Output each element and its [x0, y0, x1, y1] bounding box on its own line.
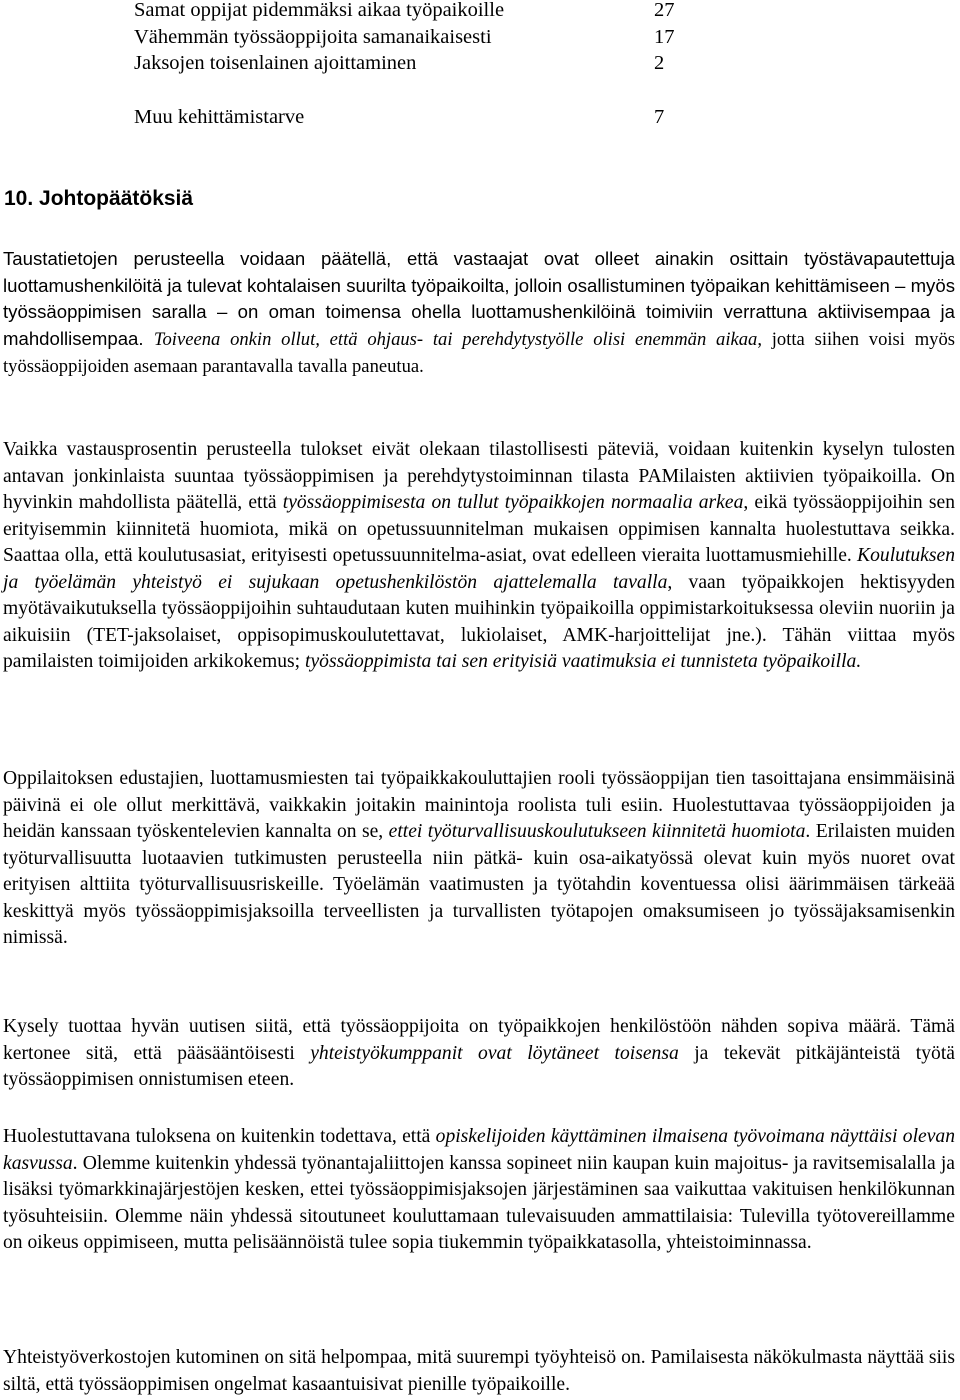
list-item-label: Muu kehittämistarve: [134, 106, 305, 128]
paragraph-emphasis: työssäoppimisesta on tullut työpaikkojen normaalia arkea: [282, 492, 744, 513]
paragraph-text: Huolestuttavana tuloksena on kuitenkin todettava, että: [3, 1126, 436, 1147]
paragraph-4: [3, 1014, 955, 1094]
list-item-label: Jaksojen toisenlainen ajoittaminen: [134, 52, 417, 74]
paragraph-text: . Olemme kuitenkin yhdessä työnantajaliittojen kanssa sopineet niin kaupan kuin majoitus- ja ravitsemisalalla ja lisäksi työmarkkinajärjestöjen kesken, ettei työssäoppimisjaksojen järjestäminen saa vaikuttaa vakituisen henkilökunnan työsuhteisiin. Olemme näin yhdessä sitoutuneet kouluttamaan tulevaisuuden ammattilaisia: Tulevilla työtovereillamme on oikeus oppimiseen, mutta pelisäännöistä tulee sopia tiukemmin työpaikkatasolla, yhteistoiminnassa.: [3, 1152, 955, 1253]
summary-list: [134, 0, 679, 77]
paragraph-text: , jotta siihen voisi myös työssäoppijoiden asemaan parantavalla tavalla paneutua.: [3, 328, 955, 377]
section-heading: 10. Johtopäätöksiä: [4, 187, 194, 210]
other-need-list: [134, 104, 679, 131]
paragraph-emphasis: ettei työturvallisuuskoulutukseen kiinnitetä huomiota: [388, 821, 806, 842]
paragraph-text: Taustatietojen perusteella voidaan päätellä, että vastaajat ovat olleet ainakin osittain työstävapautettuja luottamushenkilöitä ja tulevat kohtalaisen suurilta työpaikoilta, jolloin osallistuminen työpaikan kehittämiseen – myös työssäoppimisen saralla – on oman toimensa ohella luottamushenkilöinä toimiviin verrattuna aktiivisempaa ja mahdollisempaa.: [3, 248, 955, 349]
list-item-label: Vähemmän työssäoppijoita samanaikaisesti: [134, 25, 492, 48]
list-item-value: 27: [654, 0, 675, 21]
paragraph-6: Yhteistyöverkostojen kutominen on sitä helpompaa, mitä suurempi työyhteisö on. Pamilaisesta näkökulmasta näyttää siis siltä, että työssäoppimisen ongelmat kasaantuisivat pienille työpaikoille.: [3, 1347, 955, 1395]
paragraph-text: , eikä työssäoppijoihin sen erityisemmin kiinnitetä huomiota, mikä on opetussuunnitelman mukaisen oppimisen kannalta huolestuttava seikka. Saattaa olla, että koulutusasiat, erityisesti opetussuunnitelma-asiat, ovat edelleen vieraita luottamusmiehille.: [3, 492, 955, 566]
paragraph-text: ja tekevät pitkäjänteistä työtä työssäoppimisen onnistumisen eteen.: [3, 1042, 955, 1090]
list-item-value: 2: [654, 52, 665, 74]
paragraph-text: Vaikka vastausprosentin perusteella tulokset eivät olekaan tilastollisesti päteviä, voidaan kuitenkin kyselyn tulosten antavan jonkinlaista suuntaa työssäoppimisen ja perehdytystoiminnan tilasta PAMilaisten aktiivien työpaikoilla. On hyvinkin mahdollista päätellä, että: [3, 439, 955, 513]
list-item: [134, 0, 679, 24]
paragraph-text: , vaan työpaikkojen hektisyyden myötävaikutuksella työssäoppijoihin suhtaudutaan kuten muihinkin työpaikoilla oppimistarkoituksessa oleviin nuoriin ja aikuisiin (TET-jaksolaiset, oppisopimuskoulutettavat, lukiolaiset, AMK-harjoittelijat jne.). Tähän viittaa myös pamilaisten toimijoiden arkikokemus;: [3, 571, 955, 672]
list-item: [134, 24, 679, 51]
list-item-value: 17: [654, 25, 675, 48]
paragraph-1: [3, 246, 955, 381]
list-item-label: Samat oppijat pidemmäksi aikaa työpaikoille: [134, 0, 505, 21]
paragraph-2: [3, 437, 955, 676]
paragraph-emphasis: Toiveena onkin ollut, että ohjaus- tai perehdytystyölle olisi enemmän aikaa: [153, 328, 758, 350]
list-item: [134, 104, 679, 131]
paragraph-3: [3, 766, 955, 952]
paragraph-5: [3, 1124, 955, 1257]
paragraph-text: Kysely tuottaa hyvän uutisen siitä, että työssäoppijoita on työpaikkojen henkilöstöön nähden sopiva määrä. Tämä kertonee sitä, että pääsääntöisesti: [3, 1016, 955, 1064]
list-item: [134, 50, 679, 77]
paragraph-emphasis: yhteistyökumppanit ovat löytäneet toisensa: [310, 1042, 679, 1064]
paragraph-text: Oppilaitoksen edustajien, luottamusmiesten tai työpaikkakouluttajien rooli työssäoppijan tien tasoittajana ensimmäisinä päivinä ei ole ollut merkittävä, vaikkakin joitakin mainintoja roolista tuli esiin. Huolestuttavaa työssäoppijoiden ja heidän kanssaan työskentelevien kannalta on se,: [3, 768, 955, 842]
paragraph-emphasis: Koulutuksen ja työelämän yhteistyö ei sujukaan opetushenkilöstön ajattelemalla tavalla: [3, 545, 955, 593]
paragraph-emphasis: opiskelijoiden käyttäminen ilmaisena työvoimana näyttäisi olevan kasvussa: [3, 1126, 955, 1174]
paragraph-emphasis: työssäoppimista tai sen erityisiä vaatimuksia ei tunnisteta työpaikoilla.: [305, 651, 862, 672]
paragraph-text: . Erilaisten muiden työturvallisuutta luotaavien tutkimusten perusteella niin pätkä- kuin osa-aikatyössä olevat kuin myös nuoret ovat erityisen alttiita työturvallisuusriskeille. Työelämän vaatimusten ja työtahdin koventuessa olisi äärimmäisen tärkeää keskittyä myös työssäoppimisjaksoilla terveellisten ja turvallisten työtapojen omaksumiseen jo työssäjaksamisenkin nimissä.: [3, 821, 955, 948]
list-item-value: 7: [654, 106, 665, 128]
